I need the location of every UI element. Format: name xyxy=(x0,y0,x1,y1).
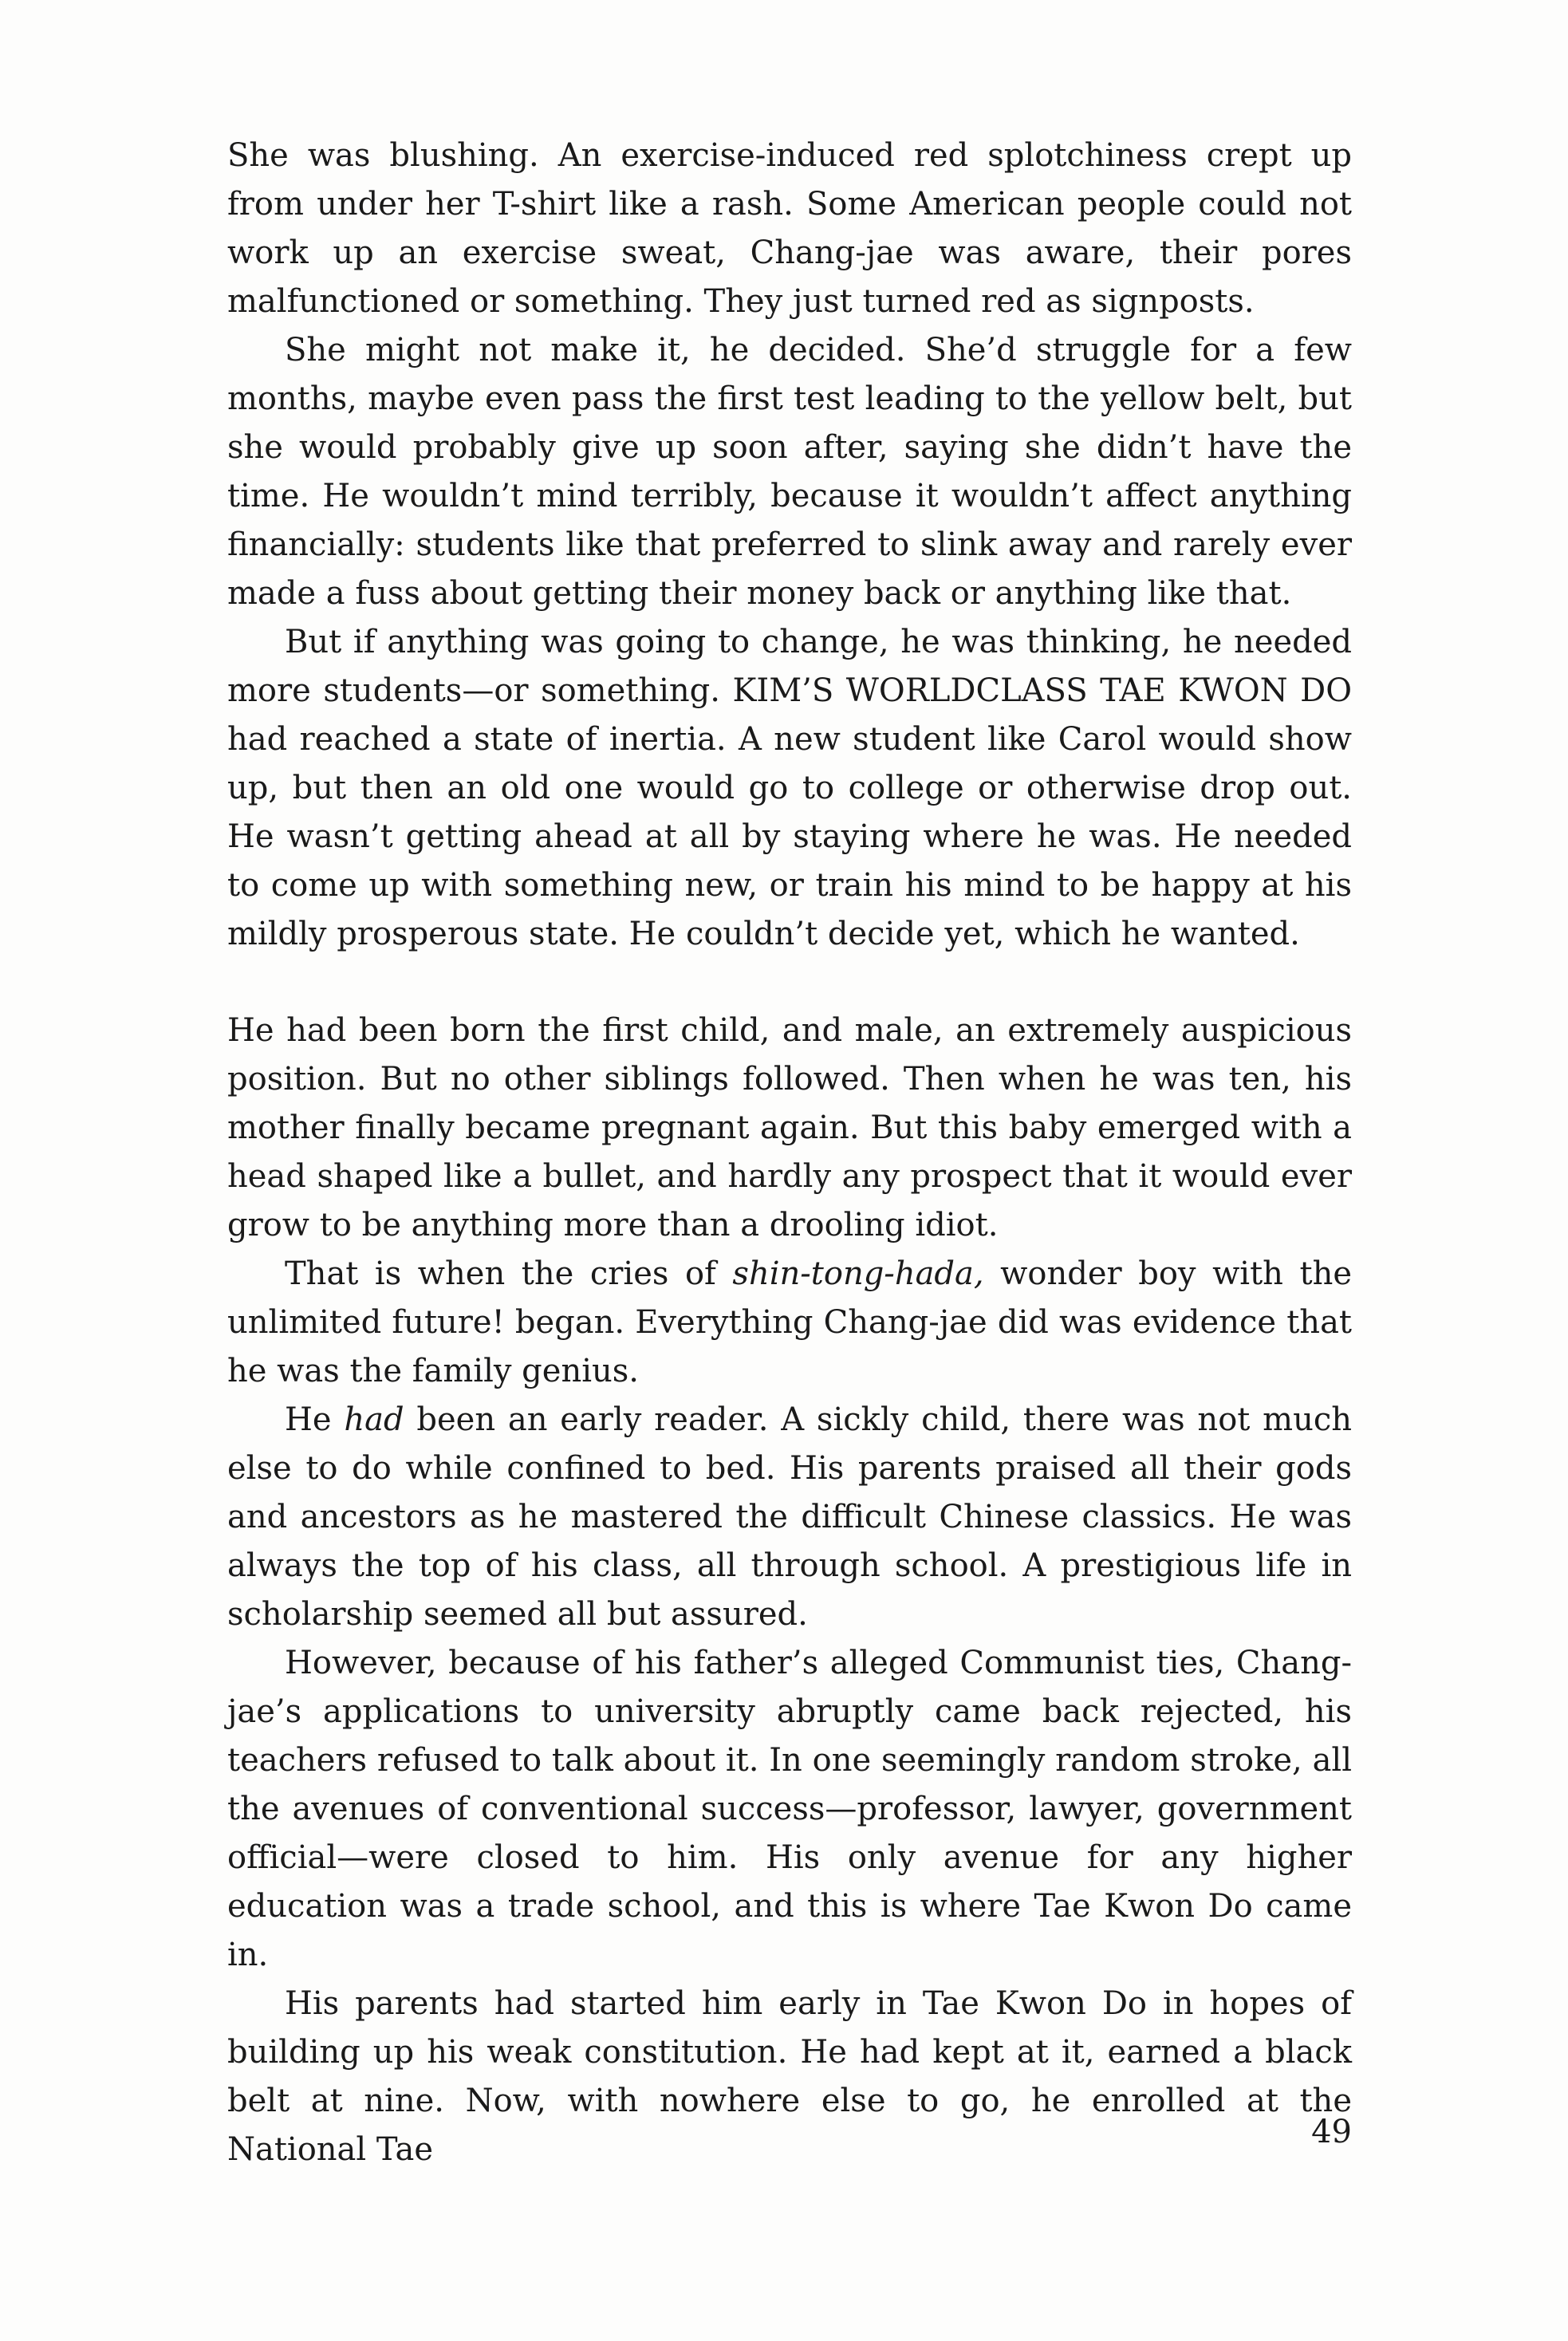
text-run: That is when the cries of xyxy=(285,1255,733,1292)
paragraph: But if anything was going to change, he was thinking, he needed more students—or something. KIM’S WORLDCLASS TAE KWON DO had reached a state of inertia. A new student like Carol would show up, but then an old one would go to college or otherwise drop out. He wasn’t getting ahead at all by staying where he was. He needed to come up with something new, or train his mind to be happy at his mildly prosperous state. He couldn’t decide yet, which he wanted. xyxy=(227,624,1352,952)
text-run: wonder boy with the unlimited future! began. Everything Chang-jae did was evidence that he was the family genius. xyxy=(227,1255,1353,1389)
paragraph: She was blushing. An exercise-induced red splotchiness crept up from under her T-shirt like a rash. Some American people could not work up an exercise sweat, Chang-jae was aware, their pores malfunctioned or something. They just turned red as signposts. xyxy=(227,137,1352,320)
paragraph xyxy=(227,1396,1352,1639)
italic-term: shin-tong-hada, xyxy=(732,1255,984,1292)
paragraph: His parents had started him early in Tae Kwon Do in hopes of building up his weak constitution. He had kept at it, earned a black belt at nine. Now, with nowhere else to go, he enrolled at the National Tae xyxy=(227,1985,1352,2168)
paragraph xyxy=(227,1250,1352,1396)
section-one xyxy=(227,132,1352,959)
page-number: 49 xyxy=(1311,2114,1352,2150)
text-run: been an early reader. A sickly child, there was not much else to do while confined to bed. His parents praised all their gods and ancestors as he mastered the difficult Chinese classics. He was always the top of his class, all through school. A prestigious life in scholarship seemed all but assured. xyxy=(227,1401,1352,1633)
paragraph: However, because of his father’s alleged Communist ties, Chang-jae’s applications to university abruptly came back rejected, his teachers refused to talk about it. In one seemingly random stroke, all the avenues of conventional success—professor, lawyer, government official—were closed to him. His only avenue for any higher education was a trade school, and this is where Tae Kwon Do came in. xyxy=(227,1645,1352,1973)
text-run: He xyxy=(285,1401,345,1438)
section-two xyxy=(227,1007,1352,2174)
paragraph: She might not make it, he decided. She’d struggle for a few months, maybe even pass the first test leading to the yellow belt, but she would probably give up soon after, saying she didn’t have the time. He wouldn’t mind terribly, because it wouldn’t affect anything financially: students like that preferred to slink away and rarely ever made a fuss about getting their money back or anything like that. xyxy=(227,332,1352,612)
paragraph: He had been born the first child, and male, an extremely auspicious position. But no other siblings followed. Then when he was ten, his mother finally became pregnant again. But this baby emerged with a head shaped like a bullet, and hardly any prospect that it would ever grow to be anything more than a drooling idiot. xyxy=(227,1012,1352,1243)
italic-emphasis: had xyxy=(344,1401,404,1438)
